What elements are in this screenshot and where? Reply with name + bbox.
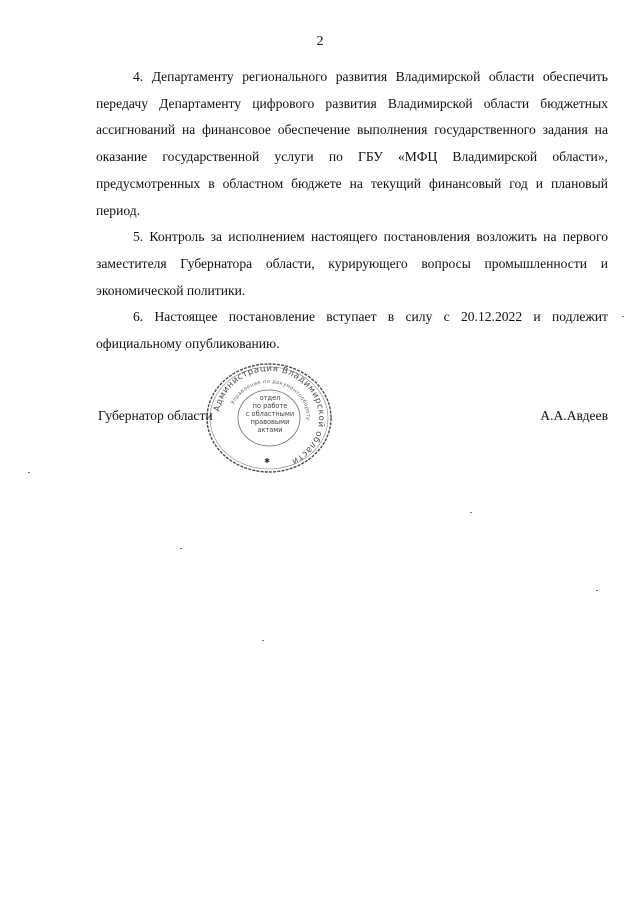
scan-speck (622, 316, 624, 317)
seal-ring-text: Администрация Владимирской области (212, 363, 327, 467)
signatory-title: Губернатор области (98, 408, 213, 423)
seal-center-line-4: правовыми (250, 418, 290, 426)
official-seal-stamp (204, 362, 334, 474)
seal-center-line-3: с областными (245, 410, 295, 418)
paragraph-5: 5. Контроль за исполнением настоящего постановления возложить на первого заместителя Губернатора области, курирующего вопросы промышленности и экономической политики. (96, 229, 608, 298)
scan-speck (262, 640, 264, 641)
signatory-name: А.А.Авдеев (540, 408, 608, 423)
scan-speck (596, 590, 598, 591)
seal-svg (204, 362, 334, 474)
scan-speck (470, 512, 472, 513)
seal-center-line-5: актами (257, 426, 283, 434)
paragraph-6: 6. Настоящее постановление вступает в силу с 20.12.2022 и подлежит официальному опубликованию. (96, 309, 608, 352)
page-number: 2 (316, 34, 324, 49)
document-body (96, 64, 608, 358)
paragraph-4: 4. Департаменту регионального развития Владимирской области обеспечить передачу Департаменту цифрового развития Владимирской области бюджетных ассигнований на финансовое обеспечение выполнения государственного задания на оказание государственной услуги по ГБУ «МФЦ Владимирской области», предусмотренных в областном бюджете на текущий финансовый год и плановый период. (96, 69, 608, 218)
signature-block (96, 404, 608, 428)
seal-star-icon: ✱ (264, 457, 270, 465)
seal-center-line-1: отдел (259, 394, 281, 402)
scan-speck (180, 548, 182, 549)
seal-inner-ring-text: Управление по документообороту (230, 378, 312, 421)
scan-speck (28, 472, 30, 473)
seal-center-line-2: по работе (252, 402, 288, 410)
